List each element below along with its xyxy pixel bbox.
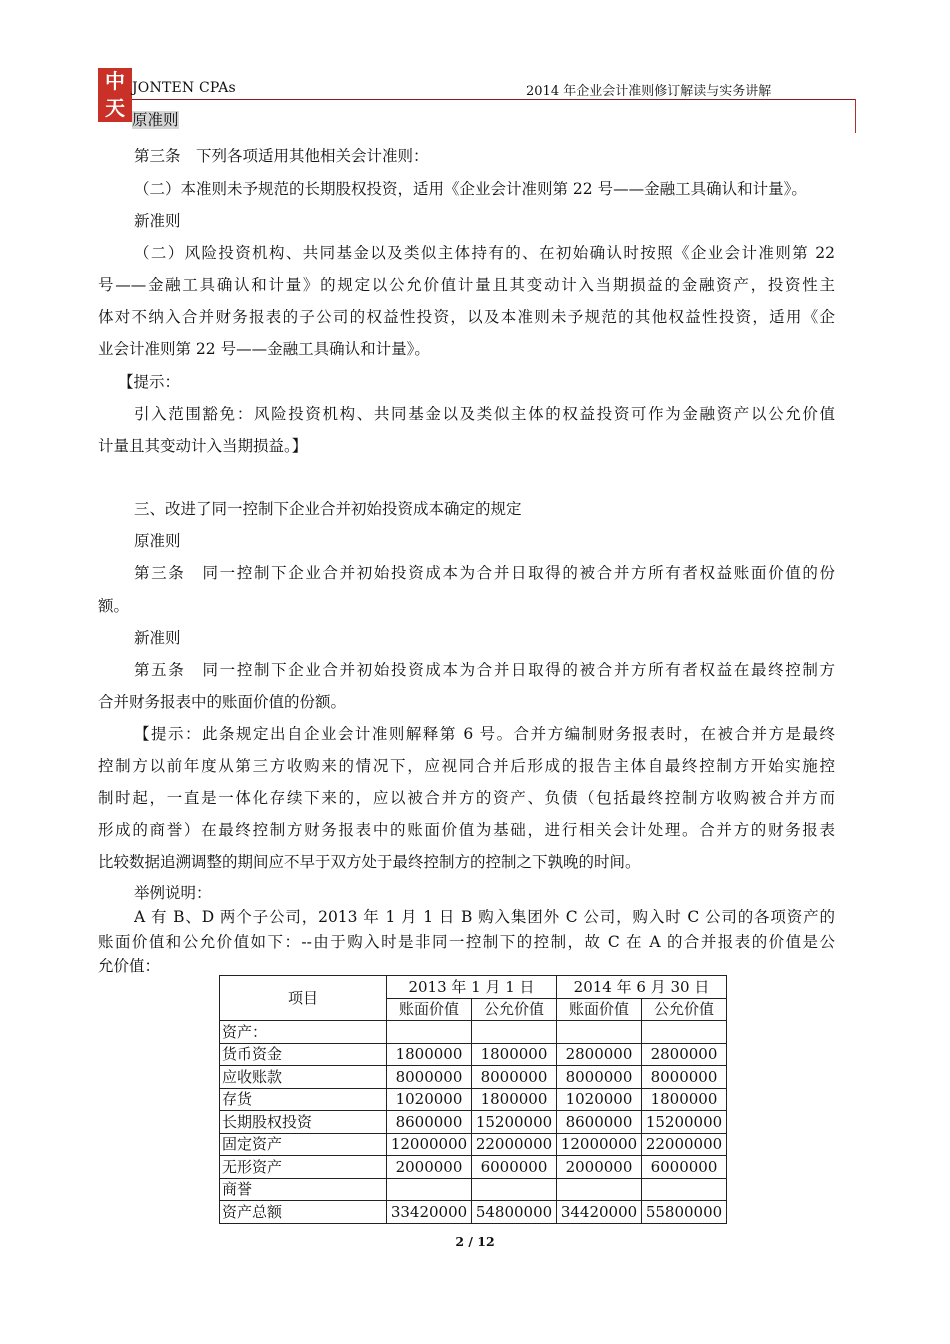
table-row (220, 1133, 727, 1156)
paragraph-line: 第三条 下列各项适用其他相关会计准则： (134, 147, 429, 165)
table-cell: 8000000 (642, 1066, 727, 1089)
paragraph-line: 账面价值和公允价值如下：--由于购入时是非同一控制下的控制，故 C 在 A 的合并报表的价值是公 (98, 933, 835, 951)
section-label-new-rule: 新准则 (134, 629, 181, 647)
paragraph-line: 控制方以前年度从第三方收购来的情况下，应视同合并后形成的报告主体自最终控制方开始实施控 (98, 757, 835, 775)
table-cell: 1800000 (472, 1088, 557, 1111)
table-row (220, 1111, 727, 1134)
table-cell: 6000000 (472, 1156, 557, 1179)
paragraph-line: 第五条 同一控制下企业合并初始投资成本为合并日取得的被合并方所有者权益在最终控制方 (134, 661, 835, 679)
table-row (220, 1201, 727, 1224)
row-label: 无形资产 (220, 1156, 387, 1179)
paragraph-line: 额。 (98, 597, 130, 615)
paragraph-line: （二）风险投资机构、共同基金以及类似主体持有的、在初始确认时按照《企业会计准则第 22 (134, 244, 835, 262)
tip-label: 【提示： (118, 373, 181, 391)
table-cell (472, 1178, 557, 1201)
table-cell (387, 1178, 472, 1201)
paragraph-line: 比较数据追溯调整的期间应不早于双方处于最终控制方的控制之下孰晚的时间。 (98, 853, 641, 871)
table-cell (557, 1021, 642, 1044)
asset-value-table (219, 975, 727, 1224)
table-cell: 12000000 (387, 1133, 472, 1156)
table-cell: 15200000 (642, 1111, 727, 1134)
example-label: 举例说明： (134, 884, 212, 902)
table-cell: 6000000 (642, 1156, 727, 1179)
table-cell: 2000000 (387, 1156, 472, 1179)
fair-value-header: 公允价值 (472, 998, 557, 1021)
logo-char-bottom: 天 (105, 96, 125, 120)
table-cell: 33420000 (387, 1201, 472, 1224)
paragraph-line: A 有 B、D 两个子公司，2013 年 1 月 1 日 B 购入集团外 C 公司，购入时 C 公司的各项资产的 (134, 908, 835, 926)
paragraph-line: 第三条 同一控制下企业合并初始投资成本为合并日取得的被合并方所有者权益账面价值的份 (134, 564, 835, 582)
table-cell (387, 1021, 472, 1044)
date-header-2013: 2013 年 1 月 1 日 (387, 976, 557, 999)
table-cell: 1800000 (472, 1043, 557, 1066)
page-number: 2 / 12 (455, 1234, 495, 1249)
fair-value-header: 公允价值 (642, 998, 727, 1021)
logo-char-top: 中 (105, 69, 125, 93)
table-cell: 15200000 (472, 1111, 557, 1134)
firm-name: JONTEN CPAs (132, 80, 236, 96)
table-cell: 2800000 (642, 1043, 727, 1066)
row-label: 存货 (220, 1088, 387, 1111)
table-cell: 1020000 (557, 1088, 642, 1111)
table-cell: 8600000 (387, 1111, 472, 1134)
table-cell: 12000000 (557, 1133, 642, 1156)
paragraph-line: 允价值： (98, 957, 161, 975)
document-title: 2014 年企业会计准则修订解读与实务讲解 (526, 84, 772, 99)
paragraph-line: 形成的商誉）在最终控制方财务报表中的账面价值为基础，进行相关会计处理。合并方的财务报表 (98, 821, 835, 839)
table-cell: 34420000 (557, 1201, 642, 1224)
paragraph-line: 【提示：此条规定出自企业会计准则解释第 6 号。合并方编制财务报表时，在被合并方是最终 (134, 725, 835, 743)
table-row (220, 1021, 727, 1044)
row-label: 资产： (220, 1021, 387, 1044)
section-label-old-rule: 原准则 (134, 532, 181, 550)
row-label: 商誉 (220, 1178, 387, 1201)
company-logo (98, 68, 132, 122)
paragraph-line: 体对不纳入合并财务报表的子公司的权益性投资，以及本准则未予规范的其他权益性投资，适用《企 (98, 308, 835, 326)
paragraph-line: 号——金融工具确认和计量》的规定以公允价值计量且其变动计入当期损益的金融资产，投资性主 (98, 276, 835, 294)
table-row (220, 1156, 727, 1179)
table-cell: 8000000 (472, 1066, 557, 1089)
book-value-header: 账面价值 (557, 998, 642, 1021)
table-cell: 8000000 (557, 1066, 642, 1089)
table-row (220, 1178, 727, 1201)
table-cell (642, 1178, 727, 1201)
paragraph-line: 合并财务报表中的账面价值的份额。 (98, 693, 347, 711)
table-cell: 22000000 (642, 1133, 727, 1156)
paragraph-line: 业会计准则第 22 号——金融工具确认和计量》。 (98, 340, 430, 358)
table-cell: 8000000 (387, 1066, 472, 1089)
table-row (220, 1066, 727, 1089)
book-value-header: 账面价值 (387, 998, 472, 1021)
table-cell (642, 1021, 727, 1044)
table-cell (472, 1021, 557, 1044)
paragraph-line: 计量且其变动计入当期损益。】 (98, 437, 308, 455)
table-cell: 55800000 (642, 1201, 727, 1224)
header-divider (132, 99, 856, 100)
table-cell: 8600000 (557, 1111, 642, 1134)
table-cell (557, 1178, 642, 1201)
item-column-header: 项目 (220, 976, 387, 1021)
table-cell: 22000000 (472, 1133, 557, 1156)
table-header-row (220, 976, 727, 999)
date-header-2014: 2014 年 6 月 30 日 (557, 976, 727, 999)
paragraph-line: 制时起，一直是一体化存续下来的，应以被合并方的资产、负债（包括最终控制方收购被合并方而 (98, 789, 835, 807)
page-header (98, 68, 856, 134)
table-cell: 1020000 (387, 1088, 472, 1111)
row-label: 货币资金 (220, 1043, 387, 1066)
table-cell: 2800000 (557, 1043, 642, 1066)
section-label-new-rule: 新准则 (134, 212, 181, 230)
table-cell: 1800000 (642, 1088, 727, 1111)
paragraph-line: 引入范围豁免：风险投资机构、共同基金以及类似主体的权益投资可作为金融资产以公允价值 (134, 405, 835, 423)
row-label: 应收账款 (220, 1066, 387, 1089)
header-corner-mark (855, 99, 856, 133)
paragraph-line: （二）本准则未予规范的长期股权投资，适用《企业会计准则第 22 号——金融工具确认和计量》。 (134, 180, 807, 198)
section-label-old-rule: 原准则 (132, 111, 179, 129)
row-label: 固定资产 (220, 1133, 387, 1156)
table-cell: 54800000 (472, 1201, 557, 1224)
table-cell: 2000000 (557, 1156, 642, 1179)
table-row (220, 1088, 727, 1111)
row-label: 资产总额 (220, 1201, 387, 1224)
table-row (220, 1043, 727, 1066)
table-cell: 1800000 (387, 1043, 472, 1066)
row-label: 长期股权投资 (220, 1111, 387, 1134)
section-heading: 三、改进了同一控制下企业合并初始投资成本确定的规定 (134, 500, 522, 518)
